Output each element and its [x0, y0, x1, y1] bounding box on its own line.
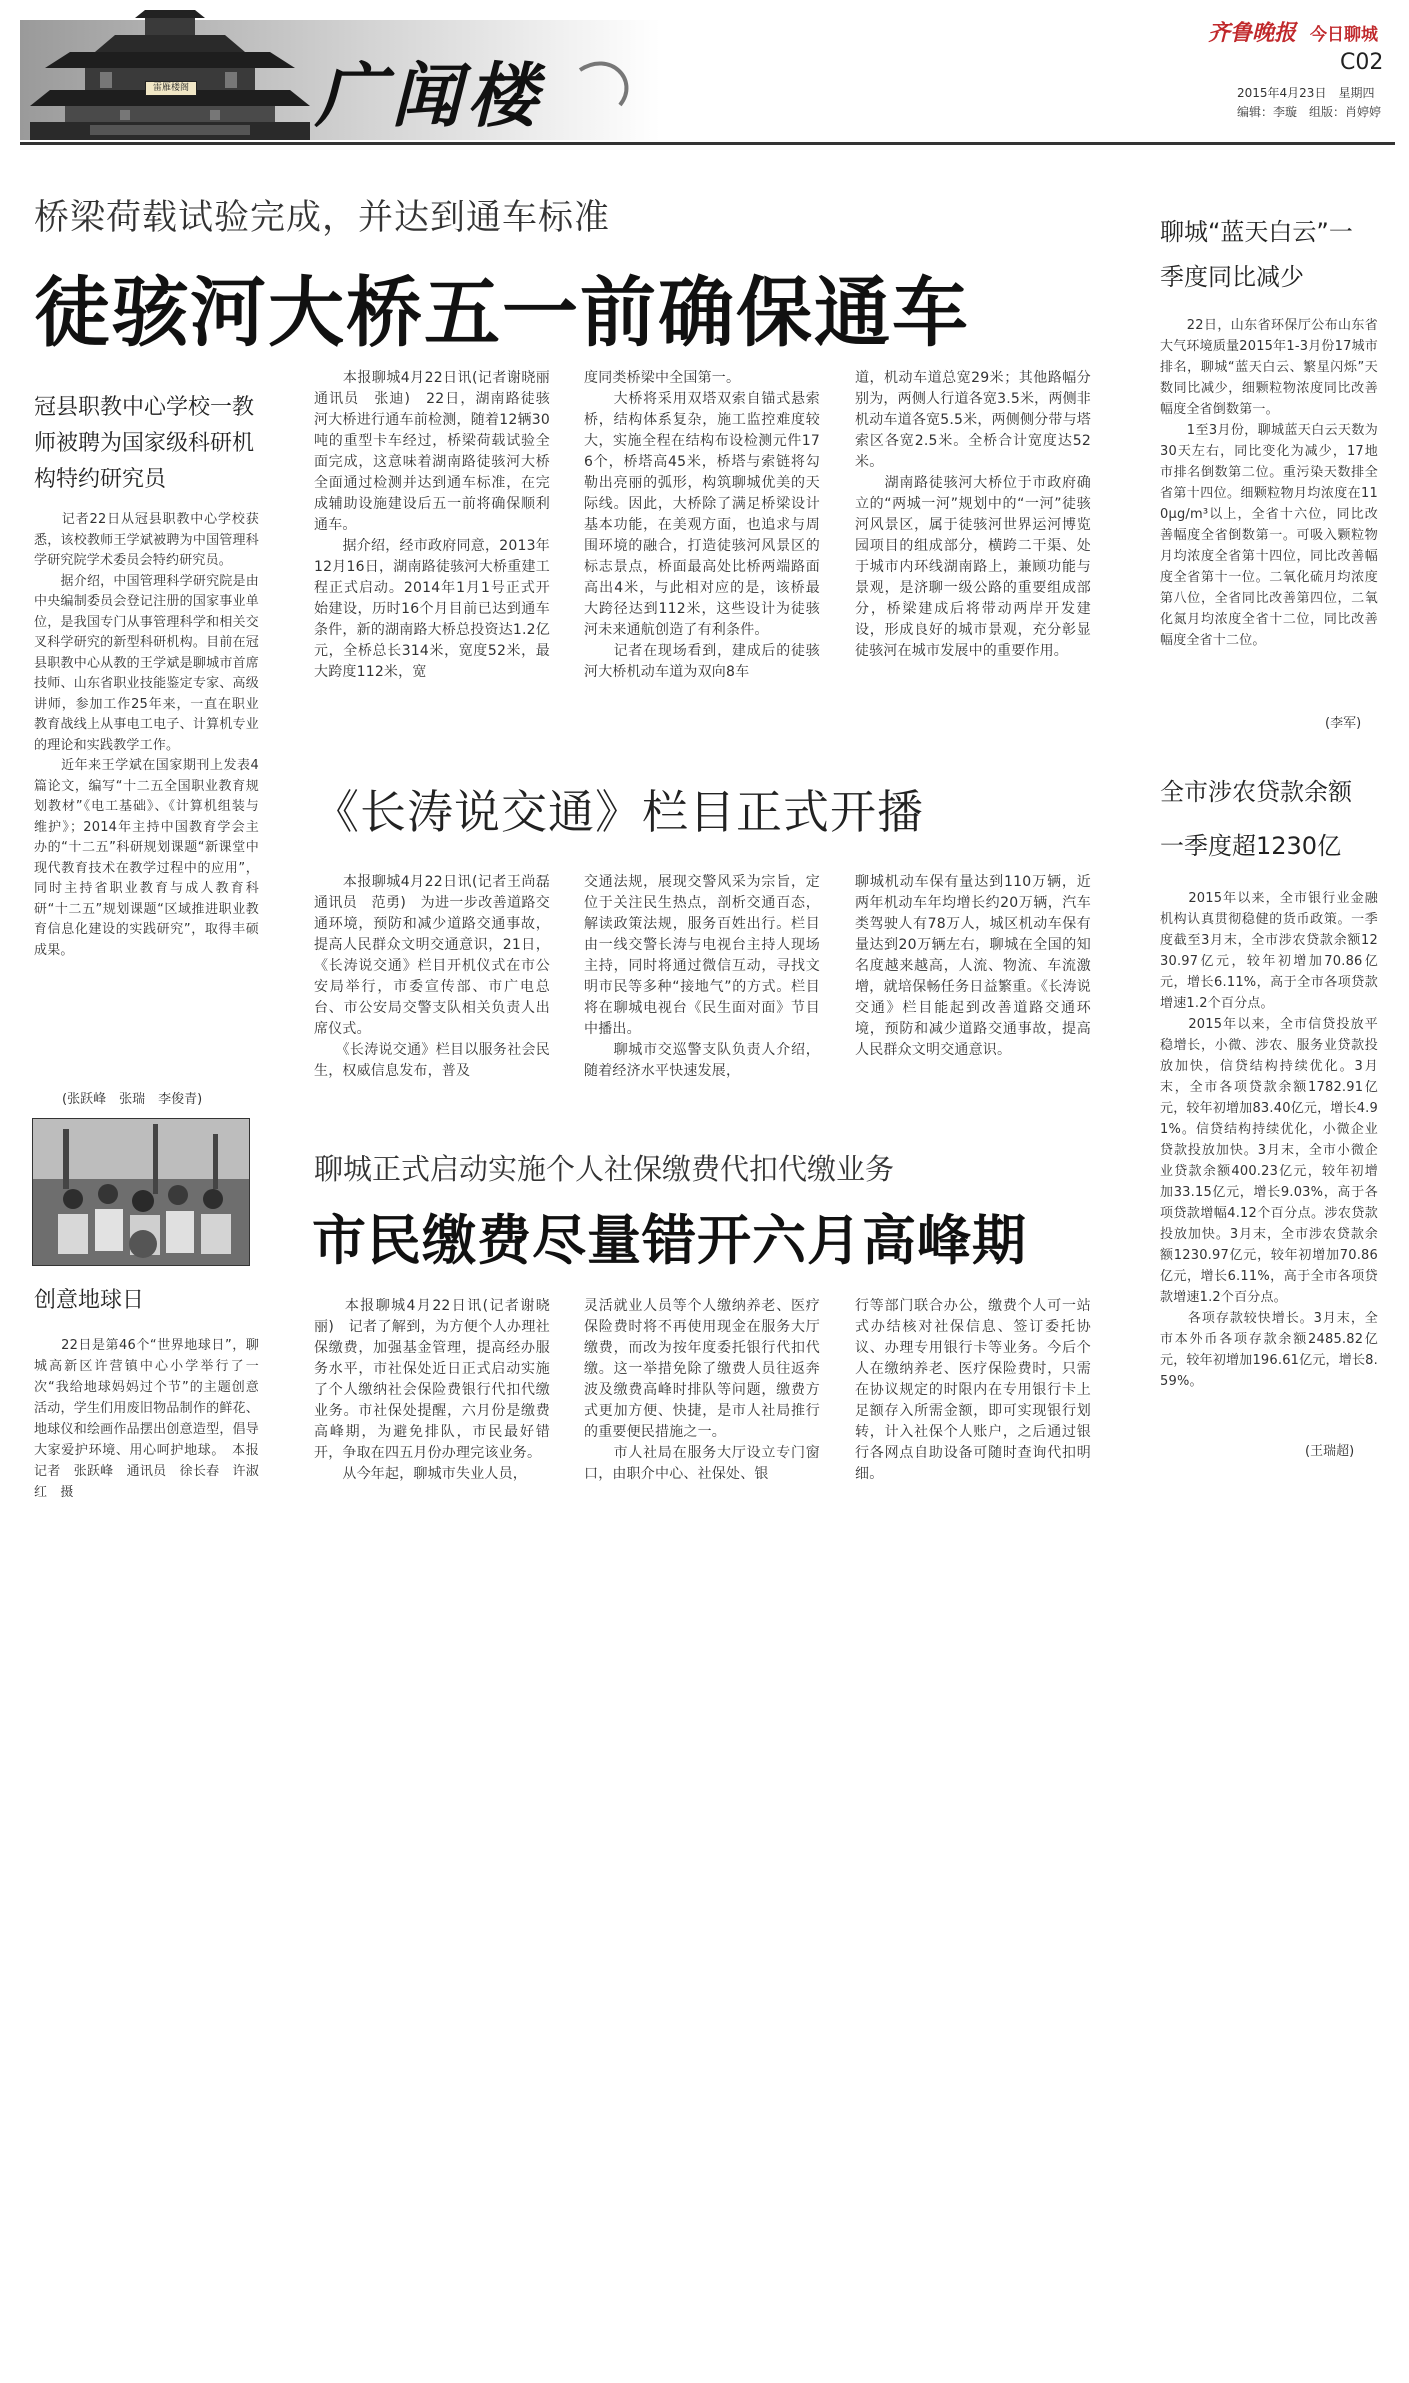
bridge-column-3: 道，机动车道总宽29米；其他路幅分别为，两侧人行道各宽3.5米，两侧非机动车道各宽5.5米，两侧侧分带与塔索区各宽2.5米。全桥合计宽度达52米。 湖南路徒骇河大桥位于市政府确立的“两城一河”规划中的“一河”徒骇河风景区，属于徒骇河世界运河博览园项目的组成部分，横跨二干渠、处于城市内环线湖南路上，兼顾功能与景观，是济聊一级公路的重要组成部分，桥梁建成后将带动两岸开发建设，形成良好的城市景观，充分彰显徒骇河在城市发展中的重要作用。 [855, 370, 1091, 659]
earth-day-headline: 创意地球日 [34, 1288, 145, 1313]
loan-headline: 全市涉农贷款余额一季度超1230亿 [1160, 778, 1352, 860]
social-column-2: 灵活就业人员等个人缴纳养老、医疗保险费时将不再使用现金在服务大厅缴费，而改为按年度委托银行代扣代缴。这一举措免除了缴费人员往返奔波及缴费高峰时排队等问题，缴费方式更加方便、快捷，是市人社局推行的重要便民措施之一。 市人社局在服务大厅设立专门窗口，由职介中心、社保处、银 [584, 1298, 820, 1482]
editor-credits: 编辑：李璇 组版：肖婷婷 [1237, 105, 1382, 119]
bridge-column-2: 度同类桥梁中全国第一。 大桥将采用双塔双索自锚式悬索桥，结构体系复杂，施工监控难度较大，实施全程在结构布设检测元件176个，桥塔高45米，桥塔与索链将勾勒出亮丽的弧形，构筑聊城优美的天际线。因此，大桥除了满足桥梁设计基本功能，在美观方面，也追求与周围环境的融合，打造徒骇河风景区的标志景点，桥面最高处比桥两端路面高出4米，与此相对应的是，该桥最大跨径达到112米，这些设计为徒骇河未来通航创造了有利条件。 记者在现场看到，建成后的徒骇河大桥机动车道为双向8车 [584, 370, 820, 680]
sky-body: 22日，山东省环保厅公布山东省大气环境质量2015年1-3月份17城市排名，聊城“蓝天白云、繁星闪烁”天数同比减少，细颗粒物浓度同比改善幅度全省倒数第一。 1至3月份，聊城蓝天白云天数为30天左右，同比变化为减少，17地市排名倒数第二位。重污染天数排全省第十四位。细颗粒物月均浓度在110μg/m³以上，全省十六位，同比改善幅度全省倒数第一。可吸入颗粒物月均浓度全省第十四位，同比改善幅度全省第十一位。二氧化硫月均浓度第八位，全省同比改善第四位，二氧化氮月均浓度全省十二位，同比改善幅度全省十二位。 [1160, 318, 1378, 648]
school-byline: (张跃峰 张瑞 李俊青) [62, 1092, 203, 1107]
loan-body: 2015年以来，全市银行业金融机构认真贯彻稳健的货币政策。一季度截至3月末，全市涉农贷款余额1230.97亿元，较年初增加70.86亿元，增长6.11%，高于全市各项贷款增速1.2个百分点。 2015年以来，全市信贷投放平稳增长，小微、涉农、服务业贷款投放加快，信贷结构持续优化。3月末，全市各项贷款余额1782.91亿元，较年初增加83.40亿元，增长4.91%。信贷结构持续优化，小微企业贷款投放加快。3月末，全市小微企业贷款余额400.23亿元，较年初增加33.15亿元，增长9.03%，高于各项贷款增幅4.12个百分点。涉农贷款投放加快。3月末，全市涉农贷款余额1230.97亿元，较年初增加70.86亿元，增长6.11%，高于全市各项贷款增速1.2个百分点。 各项存款较快增长。3月末，全市本外币各项存款余额2485.82亿元，较年初增加196.61亿元，增长8.59%。 [1160, 891, 1378, 1389]
earth-day-photo-shapes [33, 1119, 249, 1265]
school-body: 记者22日从冠县职教中心学校获悉，该校教师王学斌被聘为中国管理科学研究院学术委员会特约研究员。 据介绍，中国管理科学研究院是由中央编制委员会登记注册的国家事业单位，是我国专门从事管理科学和相关交叉科学研究的新型科研机构。目前在冠县职教中心从教的王学斌是聊城市首席技师、山东省职业技能鉴定专家、高级讲师，参加工作25年来，一直在职业教育战线上从事电工电子、计算机专业的理论和实践教学工作。 近年来王学斌在国家期刊上发表4篇论文，编写“十二五全国职业教育规划教材”《电工基础》、《计算机组装与维护》；2014年主持中国教育学会主办的“十二五”科研规划课题“新课堂中现代教育技术在教学过程中的应用”，同时主持省职业教育与成人教育科研“十二五”规划课题“区域推进职业教育信息化建设的实践研究”，取得丰硕成果。 [34, 512, 259, 958]
traffic-column-2: 交通法规，展现交警风采为宗旨，定位于关注民生热点，剖析交通百态，解读政策法规，服务百姓出行。栏目由一线交警长涛与电视台主持人现场主持，同时将通过微信互动，寻找文明市民等多种“接地气”的方式。栏目将在聊城电视台《民生面对面》节目中播出。 聊城市交巡警支队负责人介绍，随着经济水平快速发展， [584, 874, 820, 1079]
issue-date: 2015年4月23日 星期四 [1237, 86, 1375, 100]
loan-byline: (王瑞超) [1305, 1444, 1355, 1459]
masthead-rule [20, 142, 1395, 145]
bridge-headline: 徒骇河大桥五一前确保通车 [34, 268, 970, 357]
paper-name: 齐鲁晚报 [1208, 20, 1297, 46]
traffic-column-1: 本报聊城4月22日讯(记者王尚磊 通讯员 范勇) 为进一步改善道路交通环境，预防和减少道路交通事故，提高人民群众文明交通意识，21日，《长涛说交通》栏目开机仪式在市公安局举行，市委宣传部、市广电总台、市公安局交警支队相关负责人出席仪式。 《长涛说交通》栏目以服务社会民生，权威信息发布，普及 [314, 874, 550, 1079]
section-title: 广闻楼 [315, 54, 543, 137]
tower-plaque [145, 81, 197, 96]
school-headline: 冠县职教中心学校一教师被聘为国家级科研机构特约研究员 [34, 395, 255, 492]
traffic-column-3: 聊城机动车保有量达到110万辆，近两年机动车年均增长约20万辆，汽车类驾驶人有78万人，城区机动车保有量达到20万辆左右，聊城在全国的知名度越来越高，人流、物流、车流激增，就培保畅任务日益繁重。《长涛说交通》栏目能起到改善道路交通环境，预防和减少道路交通事故，提高人民群众文明交通意识。 [855, 874, 1091, 1058]
sky-headline: 聊城“蓝天白云”一季度同比减少 [1160, 218, 1353, 291]
page-number: C02 [1340, 50, 1384, 75]
masthead [0, 0, 1409, 150]
social-column-3: 行等部门联合办公，缴费个人可一站式办结核对社保信息、签订委托协议、办理专用银行卡等业务。今后个人在缴纳养老、医疗保险费时，只需在协议规定的时限内在专用银行卡上足额存入所需金额，即可实现银行划转，计入社保个人账户，之后通过银行各网点自助设备可随时查询代扣明细。 [855, 1298, 1091, 1482]
bridge-column-1: 本报聊城4月22日讯(记者谢晓丽 通讯员 张迪) 22日，湖南路徒骇河大桥进行通车前检测，随着12辆30吨的重型卡车经过，桥梁荷载试验全面完成，这意味着湖南路徒骇河大桥全面通过检测并达到通车标准，在完成辅助设施建设后五一前将确保顺利通车。 据介绍，经市政府同意，2013年12月16日，湖南路徒骇河大桥重建工程正式启动。2014年1月1号正式开始建设，历时16个月目前已达到通车条件，新的湖南路大桥总投资达1.2亿元，全桥总长314米，宽度52米，最大跨度112米，宽 [314, 370, 550, 680]
social-kicker: 聊城正式启动实施个人社保缴费代扣代缴业务 [314, 1152, 895, 1186]
social-headline: 市民缴费尽量错开六月高峰期 [312, 1209, 1027, 1272]
sky-byline: (李军) [1325, 716, 1362, 731]
social-column-1: 本报聊城4月22日讯(记者谢晓丽) 记者了解到，为方便个人办理社保缴费，加强基金管理，提高经办服务水平，市社保处近日正式启动实施了个人缴纳社会保险费银行代扣代缴业务。市社保处提醒，六月份是缴费高峰期，为避免排队，市民最好错开，争取在四五月份办理完该业务。 从今年起，聊城市失业人员， [314, 1298, 550, 1482]
traffic-headline: 《长涛说交通》栏目正式开播 [313, 785, 924, 839]
earth-day-photo [32, 1118, 250, 1266]
tower-plaque-text: 雷雁楼阁 [152, 83, 189, 93]
bridge-kicker: 桥梁荷载试验完成，并达到通车标准 [34, 198, 611, 238]
edition-name: 今日聊城 [1310, 25, 1378, 45]
earth-day-body: 22日是第46个“世界地球日”，聊城高新区许营镇中心小学举行了一次“我给地球妈妈过个节”的主题创意活动，学生们用废旧物品制作的鲜花、地球仪和绘画作品摆出创意造型，倡导大家爱护环境、用心呵护地球。 本报记者 张跃峰 通讯员 徐长春 许淑红 摄 [34, 1338, 259, 1500]
